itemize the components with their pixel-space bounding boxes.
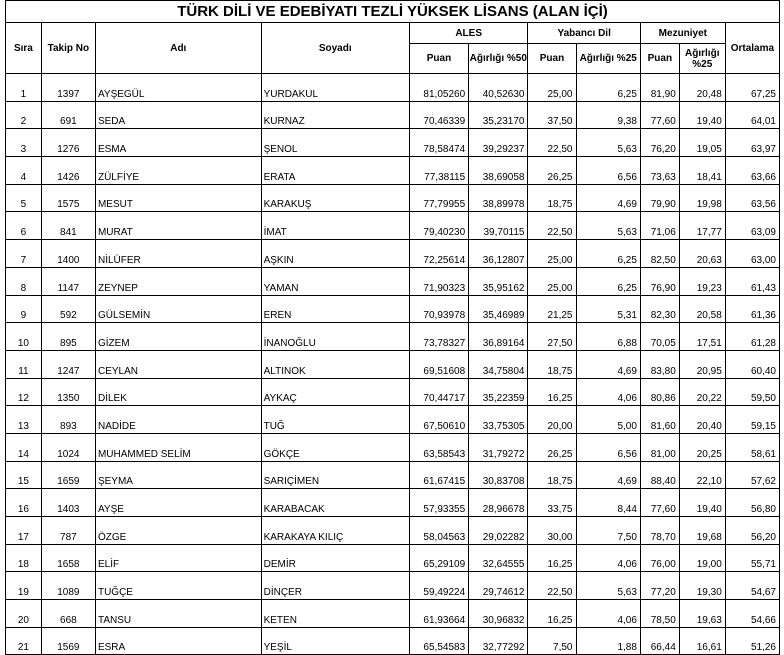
dil-puan-cell: 33,75 [528,489,576,517]
dil-agirlik-cell: 5,63 [576,572,640,600]
mez-agirlik-cell: 22,10 [679,461,725,489]
mez-agirlik-cell: 19,23 [679,267,725,295]
mez-puan-cell: 76,20 [640,129,679,157]
soyadi-cell: İNANOĞLU [261,323,409,351]
ales-puan-cell: 79,40230 [409,212,468,240]
dil-agirlik-cell: 5,31 [576,295,640,323]
takip-no-cell: 691 [41,101,95,129]
row-number: 16 [6,489,42,517]
ales-agirlik-cell: 36,89164 [469,323,528,351]
dil-agirlik-cell: 4,06 [576,544,640,572]
soyadi-cell: KARAKAYA KILIÇ [261,517,409,545]
mez-agirlik-cell: 20,25 [679,433,725,461]
mez-agirlik-cell: 19,98 [679,184,725,212]
ales-agirlik-cell: 35,95162 [469,267,528,295]
ales-agirlik-cell: 35,46989 [469,295,528,323]
takip-no-cell: 1276 [41,129,95,157]
table-row [6,295,780,323]
row-number: 1 [6,74,42,102]
header-yabanci-dil: Yabancı Dil [528,23,640,44]
dil-puan-cell: 20,00 [528,406,576,434]
table-row [6,240,780,268]
mez-agirlik-cell: 20,63 [679,240,725,268]
ales-puan-cell: 58,04563 [409,517,468,545]
dil-agirlik-cell: 6,25 [576,267,640,295]
table-row [6,600,780,628]
adi-cell: NADİDE [95,406,261,434]
row-number: 9 [6,295,42,323]
mez-puan-cell: 82,50 [640,240,679,268]
row-number: 6 [6,212,42,240]
takip-no-cell: 1400 [41,240,95,268]
table-row [6,544,780,572]
soyadi-cell: AYKAÇ [261,378,409,406]
takip-no-cell: 1147 [41,267,95,295]
takip-no-cell: 1089 [41,572,95,600]
mez-agirlik-cell: 19,68 [679,517,725,545]
header-sira: Sıra [6,23,42,74]
mez-agirlik-cell: 19,40 [679,101,725,129]
row-number: 5 [6,184,42,212]
row-number: 11 [6,350,42,378]
table-row [6,74,780,102]
ales-puan-cell: 73,78327 [409,323,468,351]
header-mez-agirlik-label: Ağırlığı %25 [685,47,720,70]
soyadi-cell: KETEN [261,600,409,628]
table-row [6,129,780,157]
adi-cell: MURAT [95,212,261,240]
takip-no-cell: 1575 [41,184,95,212]
dil-agirlik-cell: 6,56 [576,157,640,185]
ales-agirlik-cell: 31,79272 [469,433,528,461]
ales-agirlik-cell: 38,69058 [469,157,528,185]
mez-agirlik-cell: 18,41 [679,157,725,185]
dil-agirlik-cell: 1,88 [576,627,640,655]
ales-puan-cell: 77,38115 [409,157,468,185]
row-number: 4 [6,157,42,185]
adi-cell: DİLEK [95,378,261,406]
adi-cell: TANSU [95,600,261,628]
row-number: 18 [6,544,42,572]
mez-puan-cell: 71,06 [640,212,679,240]
table-row [6,101,780,129]
takip-no-cell: 592 [41,295,95,323]
mez-puan-cell: 76,00 [640,544,679,572]
table-row [6,517,780,545]
ortalama-cell: 60,40 [725,350,779,378]
takip-no-cell: 1569 [41,627,95,655]
ales-puan-cell: 77,79955 [409,184,468,212]
mez-puan-cell: 78,50 [640,600,679,628]
ortalama-cell: 56,20 [725,517,779,545]
results-table [5,22,780,655]
ales-agirlik-cell: 35,22359 [469,378,528,406]
ales-agirlik-cell: 29,02282 [469,517,528,545]
ales-agirlik-cell: 33,75305 [469,406,528,434]
adi-cell: GİZEM [95,323,261,351]
ortalama-cell: 58,61 [725,433,779,461]
table-body [6,74,780,655]
ales-puan-cell: 78,58474 [409,129,468,157]
header-takip-no: Takip No [41,23,95,74]
adi-cell: ESMA [95,129,261,157]
dil-agirlik-cell: 4,69 [576,184,640,212]
results-sheet [5,0,780,655]
soyadi-cell: KURNAZ [261,101,409,129]
mez-puan-cell: 80,86 [640,378,679,406]
mez-puan-cell: 81,00 [640,433,679,461]
mez-puan-cell: 77,20 [640,572,679,600]
table-row [6,489,780,517]
ortalama-cell: 61,28 [725,323,779,351]
ales-puan-cell: 63,58543 [409,433,468,461]
table-row [6,267,780,295]
header-ales-puan: Puan [409,44,468,74]
soyadi-cell: DEMİR [261,544,409,572]
dil-puan-cell: 25,00 [528,267,576,295]
takip-no-cell: 1350 [41,378,95,406]
ortalama-cell: 63,97 [725,129,779,157]
dil-puan-cell: 16,25 [528,600,576,628]
ales-agirlik-cell: 39,70115 [469,212,528,240]
mez-puan-cell: 88,40 [640,461,679,489]
ales-puan-cell: 70,93978 [409,295,468,323]
soyadi-cell: YAMAN [261,267,409,295]
takip-no-cell: 1659 [41,461,95,489]
ortalama-cell: 61,36 [725,295,779,323]
table-row [6,433,780,461]
row-number: 20 [6,600,42,628]
ortalama-cell: 54,66 [725,600,779,628]
dil-agirlik-cell: 5,63 [576,212,640,240]
adi-cell: AYŞEGÜL [95,74,261,102]
soyadi-cell: ERATA [261,157,409,185]
ales-agirlik-cell: 34,75804 [469,350,528,378]
mez-puan-cell: 66,44 [640,627,679,655]
ales-puan-cell: 70,46339 [409,101,468,129]
soyadi-cell: YURDAKUL [261,74,409,102]
ortalama-cell: 63,09 [725,212,779,240]
dil-puan-cell: 25,00 [528,240,576,268]
table-row [6,461,780,489]
mez-agirlik-cell: 19,30 [679,572,725,600]
row-number: 7 [6,240,42,268]
dil-puan-cell: 18,75 [528,461,576,489]
header-mezuniyet: Mezuniyet [640,23,725,44]
mez-agirlik-cell: 17,51 [679,323,725,351]
dil-puan-cell: 26,25 [528,157,576,185]
dil-agirlik-cell: 4,69 [576,350,640,378]
row-number: 10 [6,323,42,351]
soyadi-cell: EREN [261,295,409,323]
ales-agirlik-cell: 30,83708 [469,461,528,489]
adi-cell: CEYLAN [95,350,261,378]
dil-agirlik-cell: 5,63 [576,129,640,157]
adi-cell: TUĞÇE [95,572,261,600]
ales-puan-cell: 70,44717 [409,378,468,406]
ales-puan-cell: 61,93664 [409,600,468,628]
mez-agirlik-cell: 20,40 [679,406,725,434]
dil-puan-cell: 16,25 [528,378,576,406]
dil-puan-cell: 16,25 [528,544,576,572]
mez-puan-cell: 76,90 [640,267,679,295]
soyadi-cell: DİNÇER [261,572,409,600]
table-row [6,572,780,600]
row-number: 19 [6,572,42,600]
ales-puan-cell: 57,93355 [409,489,468,517]
ortalama-cell: 59,15 [725,406,779,434]
ales-puan-cell: 65,54583 [409,627,468,655]
ortalama-cell: 63,56 [725,184,779,212]
soyadi-cell: SARIÇİMEN [261,461,409,489]
dil-puan-cell: 7,50 [528,627,576,655]
ortalama-cell: 56,80 [725,489,779,517]
takip-no-cell: 1247 [41,350,95,378]
ales-puan-cell: 65,29109 [409,544,468,572]
mez-agirlik-cell: 20,58 [679,295,725,323]
mez-agirlik-cell: 19,40 [679,489,725,517]
dil-puan-cell: 26,25 [528,433,576,461]
mez-puan-cell: 78,70 [640,517,679,545]
mez-puan-cell: 81,60 [640,406,679,434]
header-ales: ALES [409,23,528,44]
dil-puan-cell: 25,00 [528,74,576,102]
takip-no-cell: 895 [41,323,95,351]
table-row [6,212,780,240]
ortalama-cell: 59,50 [725,378,779,406]
table-row [6,184,780,212]
ortalama-cell: 63,66 [725,157,779,185]
ortalama-cell: 55,71 [725,544,779,572]
mez-puan-cell: 70,05 [640,323,679,351]
mez-agirlik-cell: 20,22 [679,378,725,406]
row-number: 14 [6,433,42,461]
dil-puan-cell: 18,75 [528,184,576,212]
ortalama-cell: 57,62 [725,461,779,489]
adi-cell: ESRA [95,627,261,655]
table-row [6,323,780,351]
table-row [6,627,780,655]
dil-puan-cell: 27,50 [528,323,576,351]
ales-puan-cell: 67,50610 [409,406,468,434]
mez-puan-cell: 77,60 [640,101,679,129]
mez-agirlik-cell: 20,48 [679,74,725,102]
ales-puan-cell: 81,05260 [409,74,468,102]
adi-cell: AYŞE [95,489,261,517]
ales-agirlik-cell: 40,52630 [469,74,528,102]
header-ortalama: Ortalama [725,23,779,74]
takip-no-cell: 1426 [41,157,95,185]
dil-agirlik-cell: 6,88 [576,323,640,351]
table-row [6,378,780,406]
mez-puan-cell: 82,30 [640,295,679,323]
header-mez-puan: Puan [640,44,679,74]
dil-puan-cell: 22,50 [528,129,576,157]
adi-cell: MESUT [95,184,261,212]
dil-agirlik-cell: 7,50 [576,517,640,545]
soyadi-cell: AŞKIN [261,240,409,268]
ales-agirlik-cell: 28,96678 [469,489,528,517]
dil-agirlik-cell: 4,69 [576,461,640,489]
adi-cell: ELİF [95,544,261,572]
row-number: 2 [6,101,42,129]
dil-agirlik-cell: 4,06 [576,600,640,628]
takip-no-cell: 1024 [41,433,95,461]
mez-puan-cell: 73,63 [640,157,679,185]
mez-puan-cell: 79,90 [640,184,679,212]
mez-agirlik-cell: 19,00 [679,544,725,572]
table-row [6,157,780,185]
dil-agirlik-cell: 6,56 [576,433,640,461]
dil-puan-cell: 22,50 [528,212,576,240]
header-dil-puan: Puan [528,44,576,74]
dil-agirlik-cell: 6,25 [576,240,640,268]
dil-agirlik-cell: 5,00 [576,406,640,434]
row-number: 3 [6,129,42,157]
mez-agirlik-cell: 19,63 [679,600,725,628]
takip-no-cell: 668 [41,600,95,628]
takip-no-cell: 893 [41,406,95,434]
ortalama-cell: 61,43 [725,267,779,295]
ales-agirlik-cell: 32,64555 [469,544,528,572]
ales-puan-cell: 69,51608 [409,350,468,378]
mez-puan-cell: 81,90 [640,74,679,102]
soyadi-cell: KARABACAK [261,489,409,517]
takip-no-cell: 1658 [41,544,95,572]
table-row [6,406,780,434]
soyadi-cell: GÖKÇE [261,433,409,461]
adi-cell: ZÜLFİYE [95,157,261,185]
ortalama-cell: 67,25 [725,74,779,102]
mez-puan-cell: 83,80 [640,350,679,378]
dil-puan-cell: 22,50 [528,572,576,600]
ales-agirlik-cell: 32,77292 [469,627,528,655]
ortalama-cell: 63,00 [725,240,779,268]
ales-puan-cell: 59,49224 [409,572,468,600]
ales-puan-cell: 72,25614 [409,240,468,268]
row-number: 17 [6,517,42,545]
table-row [6,350,780,378]
soyadi-cell: ALTINOK [261,350,409,378]
adi-cell: MUHAMMED SELİM [95,433,261,461]
ales-agirlik-cell: 36,12807 [469,240,528,268]
dil-puan-cell: 30,00 [528,517,576,545]
row-number: 12 [6,378,42,406]
header-mez-agirlik [679,44,725,74]
mez-puan-cell: 77,60 [640,489,679,517]
ales-agirlik-cell: 30,96832 [469,600,528,628]
mez-agirlik-cell: 16,61 [679,627,725,655]
soyadi-cell: ŞENOL [261,129,409,157]
adi-cell: NİLÜFER [95,240,261,268]
adi-cell: GÜLSEMİN [95,295,261,323]
row-number: 15 [6,461,42,489]
ales-agirlik-cell: 39,29237 [469,129,528,157]
takip-no-cell: 1397 [41,74,95,102]
row-number: 21 [6,627,42,655]
ales-agirlik-cell: 35,23170 [469,101,528,129]
ales-agirlik-cell: 29,74612 [469,572,528,600]
header-dil-agirlik: Ağırlığı %25 [576,44,640,74]
soyadi-cell: İMAT [261,212,409,240]
ortalama-cell: 51,26 [725,627,779,655]
adi-cell: ŞEYMA [95,461,261,489]
adi-cell: ÖZGE [95,517,261,545]
takip-no-cell: 841 [41,212,95,240]
soyadi-cell: KARAKUŞ [261,184,409,212]
takip-no-cell: 787 [41,517,95,545]
dil-agirlik-cell: 9,38 [576,101,640,129]
header-ales-agirlik: Ağırlığı %50 [469,44,528,74]
ortalama-cell: 64,01 [725,101,779,129]
page-title: TÜRK DİLİ VE EDEBİYATI TEZLİ YÜKSEK LİSANS (ALAN İÇİ) [5,0,780,22]
dil-agirlik-cell: 6,25 [576,74,640,102]
mez-agirlik-cell: 20,95 [679,350,725,378]
header-soyadi: Soyadı [261,23,409,74]
soyadi-cell: YEŞİL [261,627,409,655]
ales-puan-cell: 71,90323 [409,267,468,295]
mez-agirlik-cell: 17,77 [679,212,725,240]
takip-no-cell: 1403 [41,489,95,517]
dil-puan-cell: 21,25 [528,295,576,323]
ortalama-cell: 54,67 [725,572,779,600]
header-adi: Adı [95,23,261,74]
dil-agirlik-cell: 4,06 [576,378,640,406]
ales-agirlik-cell: 38,89978 [469,184,528,212]
dil-agirlik-cell: 8,44 [576,489,640,517]
row-number: 8 [6,267,42,295]
adi-cell: ZEYNEP [95,267,261,295]
ales-puan-cell: 61,67415 [409,461,468,489]
row-number: 13 [6,406,42,434]
mez-agirlik-cell: 19,05 [679,129,725,157]
adi-cell: SEDA [95,101,261,129]
dil-puan-cell: 37,50 [528,101,576,129]
soyadi-cell: TUĞ [261,406,409,434]
dil-puan-cell: 18,75 [528,350,576,378]
